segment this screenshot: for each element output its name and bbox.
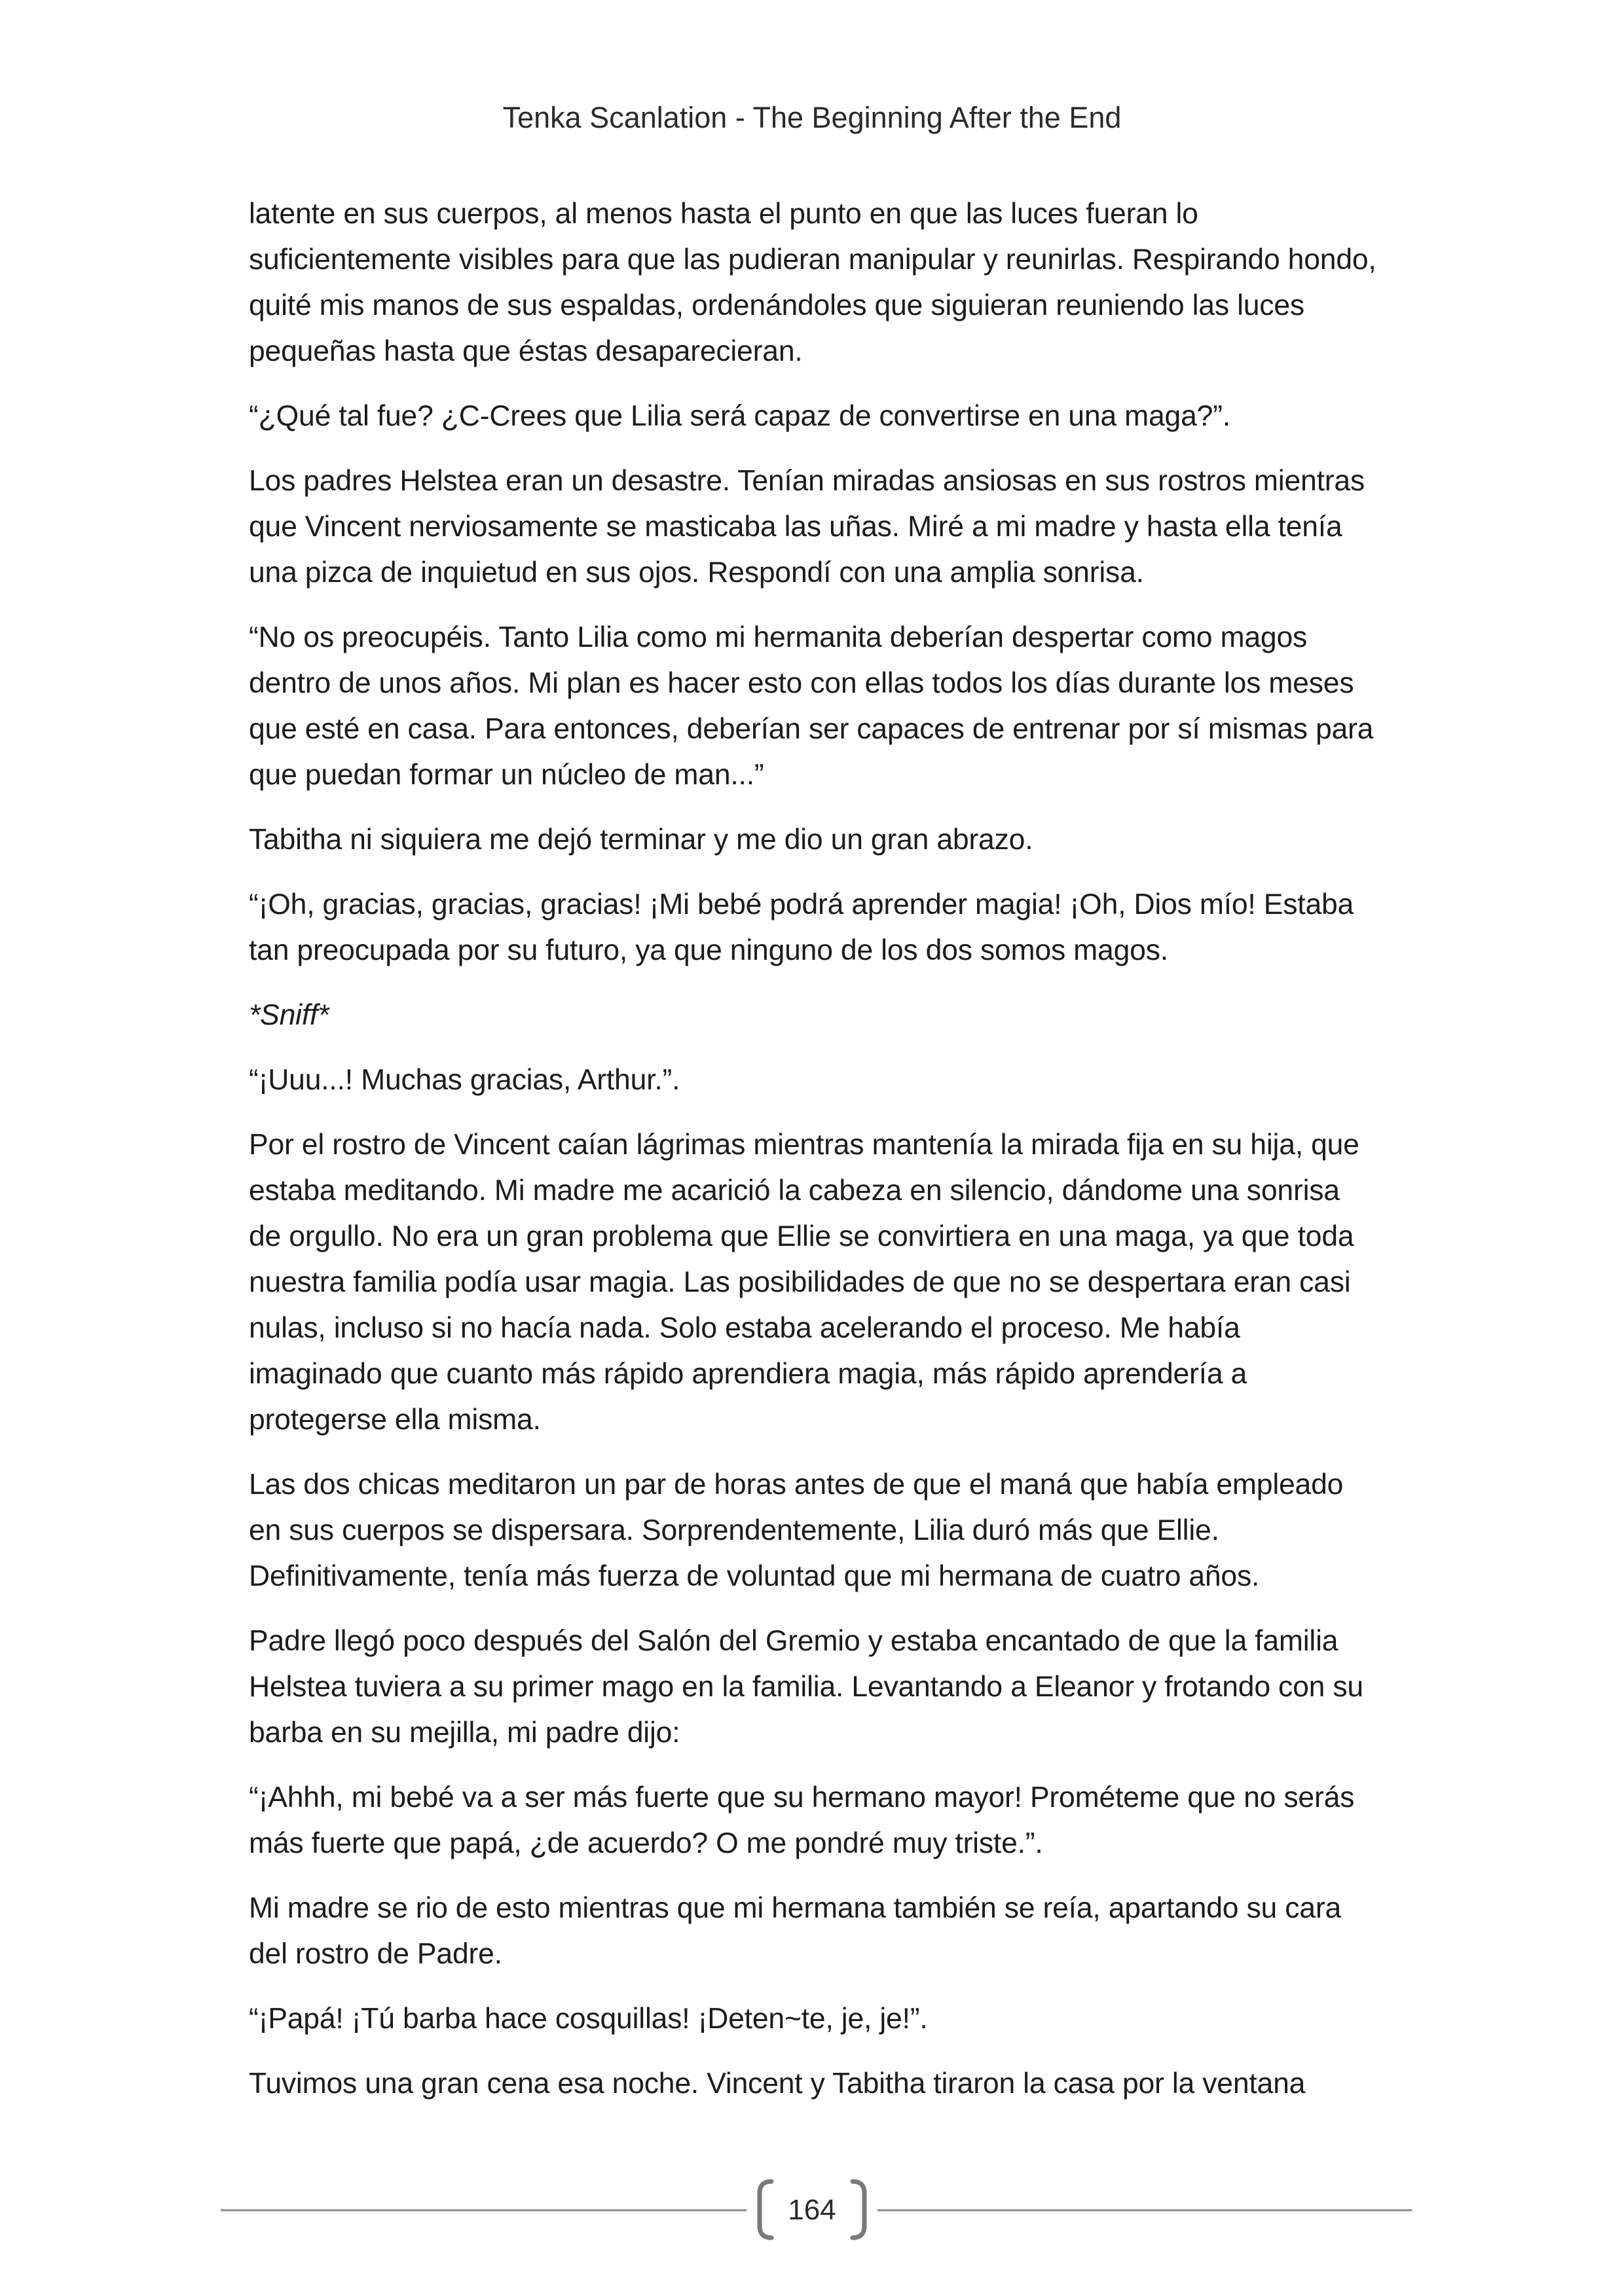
paragraph-italic: *Sniff*: [249, 999, 329, 1031]
paragraph: Tabitha ni siquiera me dejó terminar y me dio un gran abrazo.: [249, 824, 1033, 856]
paragraph: “¡Ahhh, mi bebé va a ser más fuerte que su hermano mayor! Prométeme que no serás más fuerte que papá, ¿de acuerdo? O me pondré muy triste.”.: [249, 1781, 1355, 1859]
paragraph: Tuvimos una gran cena esa noche. Vincent y Tabitha tiraron la casa por la ventana: [249, 2068, 1306, 2100]
paragraph: “¿Qué tal fue? ¿C-Crees que Lilia será capaz de convertirse en una maga?”.: [249, 400, 1230, 432]
paragraph: Por el rostro de Vincent caían lágrimas mientras mantenía la mirada fija en su hija, que estaba meditando. Mi madre me acarició la cabeza en silencio, dándome una sonrisa de orgullo. No era un gran problema que Ellie se convirtiera en una maga, ya que toda nuestra familia podía usar magia. Las posibilidades de que no se despertara eran casi nulas, incluso si no hacía nada. Solo estaba acelerando el proceso. Me había imaginado que cuanto más rápido aprendiera magia, más rápido aprendería a protegerse ella misma.: [249, 1129, 1359, 1436]
paragraph: Las dos chicas meditaron un par de horas antes de que el maná que había empleado en sus cuerpos se dispersara. Sorprendentemente, Lilia duró más que Ellie. Definitivamente, tenía más fuerza de voluntad que mi hermana de cuatro años.: [249, 1468, 1344, 1592]
page-number: 164: [788, 2194, 836, 2226]
paragraph: latente en sus cuerpos, al menos hasta el punto en que las luces fueran lo suficientemente visibles para que las pudieran manipular y reunirlas. Respirando hondo, quité mis manos de sus espaldas, ordenándoles que siguieran reuniendo las luces pequeñas hasta que éstas desaparecieran.: [249, 198, 1376, 367]
paragraph: Mi madre se rio de esto mientras que mi hermana también se reía, apartando su cara del rostro de Padre.: [249, 1892, 1342, 1970]
paragraph: “¡Uuu...! Muchas gracias, Arthur.”.: [249, 1064, 680, 1096]
page-footer: [0, 2174, 1624, 2246]
paragraph: “No os preocupéis. Tanto Lilia como mi hermanita deberían despertar como magos dentro de unos años. Mi plan es hacer esto con ellas todos los días durante los meses que esté en casa. Para entonces, deberían ser capaces de entrenar por sí mismas para que puedan formar un núcleo de man...”: [249, 621, 1374, 791]
paragraph: “¡Oh, gracias, gracias, gracias! ¡Mi bebé podrá aprender magia! ¡Oh, Dios mío! Estaba tan preocupada por su futuro, ya que ninguno de los dos somos magos.: [249, 888, 1354, 966]
paragraph: Padre llegó poco después del Salón del Gremio y estaba encantado de que la familia Helstea tuviera a su primer mago en la familia. Levantando a Eleanor y frotando con su barba en su mejilla, mi padre dijo:: [249, 1625, 1363, 1749]
paragraph: “¡Papá! ¡Tú barba hace cosquillas! ¡Deten~te, je, je!”.: [249, 2003, 928, 2035]
paragraph: Los padres Helstea eran un desastre. Tenían miradas ansiosas en sus rostros mientras que Vincent nerviosamente se masticaba las uñas. Miré a mi madre y hasta ella tenía una pizca de inquietud en sus ojos. Respondí con una amplia sonrisa.: [249, 465, 1365, 589]
running-header: Tenka Scanlation - The Beginning After the End: [502, 101, 1122, 134]
body-text: [249, 191, 1378, 2126]
